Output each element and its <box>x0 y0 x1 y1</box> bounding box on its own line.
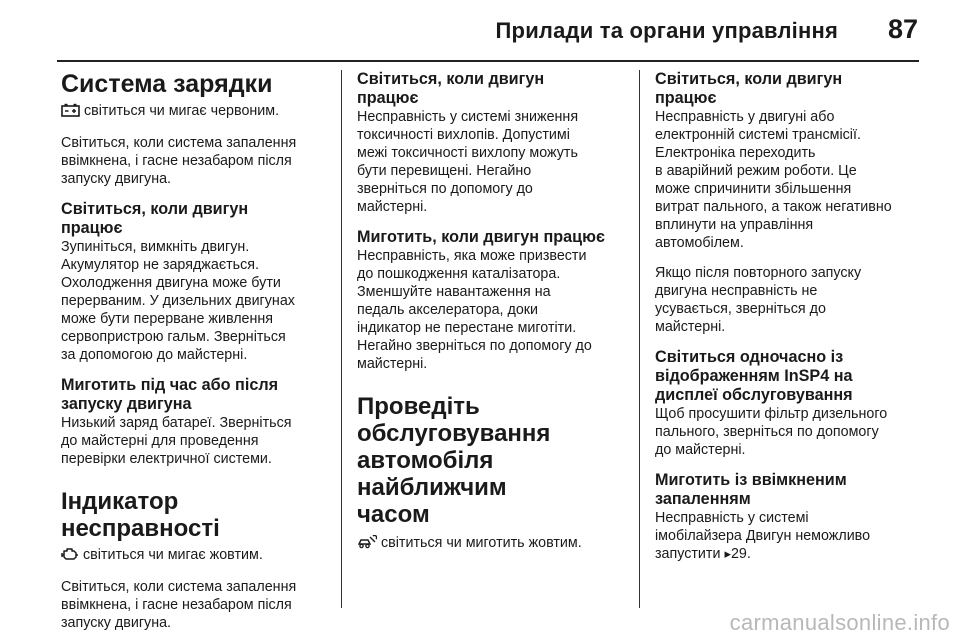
engine-check-icon <box>61 547 79 566</box>
malfunction-indicator-text: світиться чи мигає жовтим. <box>83 547 263 563</box>
subheading-line: Світиться одночасно із <box>655 348 844 366</box>
subheading-line: Світиться, коли двигун <box>61 200 249 218</box>
page-number: 87 <box>887 14 918 44</box>
subheading-line: відображенням InSP4 на <box>655 367 853 385</box>
page-header <box>0 0 960 58</box>
subheading-line: Миготить під час або після <box>61 376 279 394</box>
text-line: імобілайзера Двигун неможливо <box>655 528 871 544</box>
text-line: витрат пального, а також негативно <box>655 199 892 215</box>
column-divider-1 <box>341 70 342 608</box>
charging-indicator-text: світиться чи мигає червоним. <box>84 103 280 119</box>
section-title-malfunction-indicator: Індикатор несправності <box>61 488 220 542</box>
battery-icon <box>61 103 80 122</box>
reference-prefix: запустити <box>655 546 721 562</box>
text-line: педаль акселератора, доки <box>357 302 539 318</box>
text-line: Зупиніться, вимкніть двигун. <box>61 239 250 255</box>
text-line: до майстерні для проведення <box>61 433 259 449</box>
service-indicator-line <box>357 534 625 554</box>
text-line-with-reference <box>655 545 923 564</box>
subheading-line: працює <box>357 89 419 107</box>
text-line: Щоб просушити фільтр дизельного <box>655 406 888 422</box>
emission-description <box>357 108 625 216</box>
column-3 <box>655 70 923 610</box>
engine-running-description <box>61 238 329 364</box>
text-line: електронній системі трансмісії. <box>655 127 861 143</box>
blinking-description <box>61 414 329 468</box>
text-line: Негайно зверніться по допомогу до <box>357 338 592 354</box>
subheading-line: працює <box>61 219 123 237</box>
header-divider <box>57 60 919 62</box>
text-line: ввімкнена, і гасне незабаром після <box>61 153 292 169</box>
watermark: carmanualsonline.info <box>729 610 950 635</box>
catalyst-description <box>357 247 625 373</box>
text-line: Світиться, коли система запалення <box>61 135 297 151</box>
text-line: перерваним. У дизельних двигунах <box>61 293 295 309</box>
wrench-car-icon <box>357 535 377 554</box>
text-line: Несправність у двигуні або <box>655 109 835 125</box>
text-line: двигуна несправність не <box>655 283 818 299</box>
text-line: Низький заряд батареї. Зверніться <box>61 415 292 431</box>
text-line: бути перевищені. Негайно <box>357 163 532 179</box>
section-title-charging-system: Система зарядки <box>61 70 273 98</box>
fuel-filter-description <box>655 405 923 459</box>
text-line: Несправність у системі зниження <box>357 109 579 125</box>
text-line: зверніться по допомогу до <box>357 181 533 197</box>
text-line: ввімкнена, і гасне незабаром після <box>61 597 292 613</box>
text-line: автомобілем. <box>655 235 744 251</box>
charging-description <box>61 134 329 188</box>
subheading-line: запаленням <box>655 490 751 508</box>
text-line: Акумулятор не заряджається. <box>61 257 259 273</box>
page-header-title: Прилади та органи управління <box>495 18 838 43</box>
text-line: може спричинити збільшення <box>655 181 852 197</box>
text-line: Несправність у системі <box>655 510 809 526</box>
subheading-line: Світиться, коли двигун <box>655 70 843 88</box>
column-2 <box>357 70 625 610</box>
section-title-line: Проведіть <box>357 393 480 420</box>
subheading-line: Миготить, коли двигун працює <box>357 228 605 246</box>
text-line: запуску двигуна. <box>61 171 172 187</box>
page-ref-icon: ▸ <box>724 547 731 562</box>
column-1 <box>61 70 329 631</box>
section-title-line: часом <box>357 501 430 528</box>
text-line: індикатор не перестане миготіти. <box>357 320 577 336</box>
engine-fault-description <box>655 108 923 252</box>
text-line: Світиться, коли система запалення <box>61 579 297 595</box>
text-line: майстерні. <box>357 356 428 372</box>
text-line: вплинути на управління <box>655 217 814 233</box>
section-title-line: автомобіля найближчим <box>357 447 507 501</box>
text-line: Охолодження двигуна може бути <box>61 275 281 291</box>
section-title-service-vehicle <box>357 393 625 528</box>
service-indicator-text: світиться чи миготить жовтим. <box>381 535 582 551</box>
text-line: майстерні. <box>357 199 428 215</box>
text-line: до майстерні. <box>655 442 746 458</box>
subheading-line: дисплеї обслуговування <box>655 386 853 404</box>
text-line: усувається, зверніться до <box>655 301 826 317</box>
subheading-line: працює <box>655 89 717 107</box>
text-line: токсичності вихлопів. Допустимі <box>357 127 570 143</box>
text-line: межі токсичності вихлопу можуть <box>357 145 578 161</box>
charging-indicator-line <box>61 102 329 122</box>
text-line: майстерні. <box>655 319 726 335</box>
immobilizer-description <box>655 509 923 564</box>
subheading-line: запуску двигуна <box>61 395 192 413</box>
engine-fault-description-2 <box>655 264 923 336</box>
text-line: сервопристрою гальм. Зверніться <box>61 329 286 345</box>
text-line: в аварійний режим роботи. Це <box>655 163 857 179</box>
text-line: перевірки електричної системи. <box>61 451 272 467</box>
text-line: до пошкодження каталізатора. <box>357 266 561 282</box>
page-ref-link[interactable]: 29. <box>730 546 751 562</box>
subheading-line: Миготить із ввімкненим <box>655 471 847 489</box>
malfunction-description <box>61 578 329 632</box>
section-title-line: обслуговування <box>357 420 551 447</box>
text-line: може бути перерване живлення <box>61 311 274 327</box>
text-line: Зменшуйте навантаження на <box>357 284 551 300</box>
subheading-line: Світиться, коли двигун <box>357 70 545 88</box>
column-divider-2 <box>639 70 640 608</box>
text-line: Якщо після повторного запуску <box>655 265 862 281</box>
text-line: Електроніка переходить <box>655 145 816 161</box>
text-line: запуску двигуна. <box>61 615 172 631</box>
text-line: за допомогою до майстерні. <box>61 347 248 363</box>
text-line: Несправність, яка може призвести <box>357 248 587 264</box>
text-line: пального, зверніться по допомогу <box>655 424 879 440</box>
malfunction-indicator-line <box>61 546 329 566</box>
